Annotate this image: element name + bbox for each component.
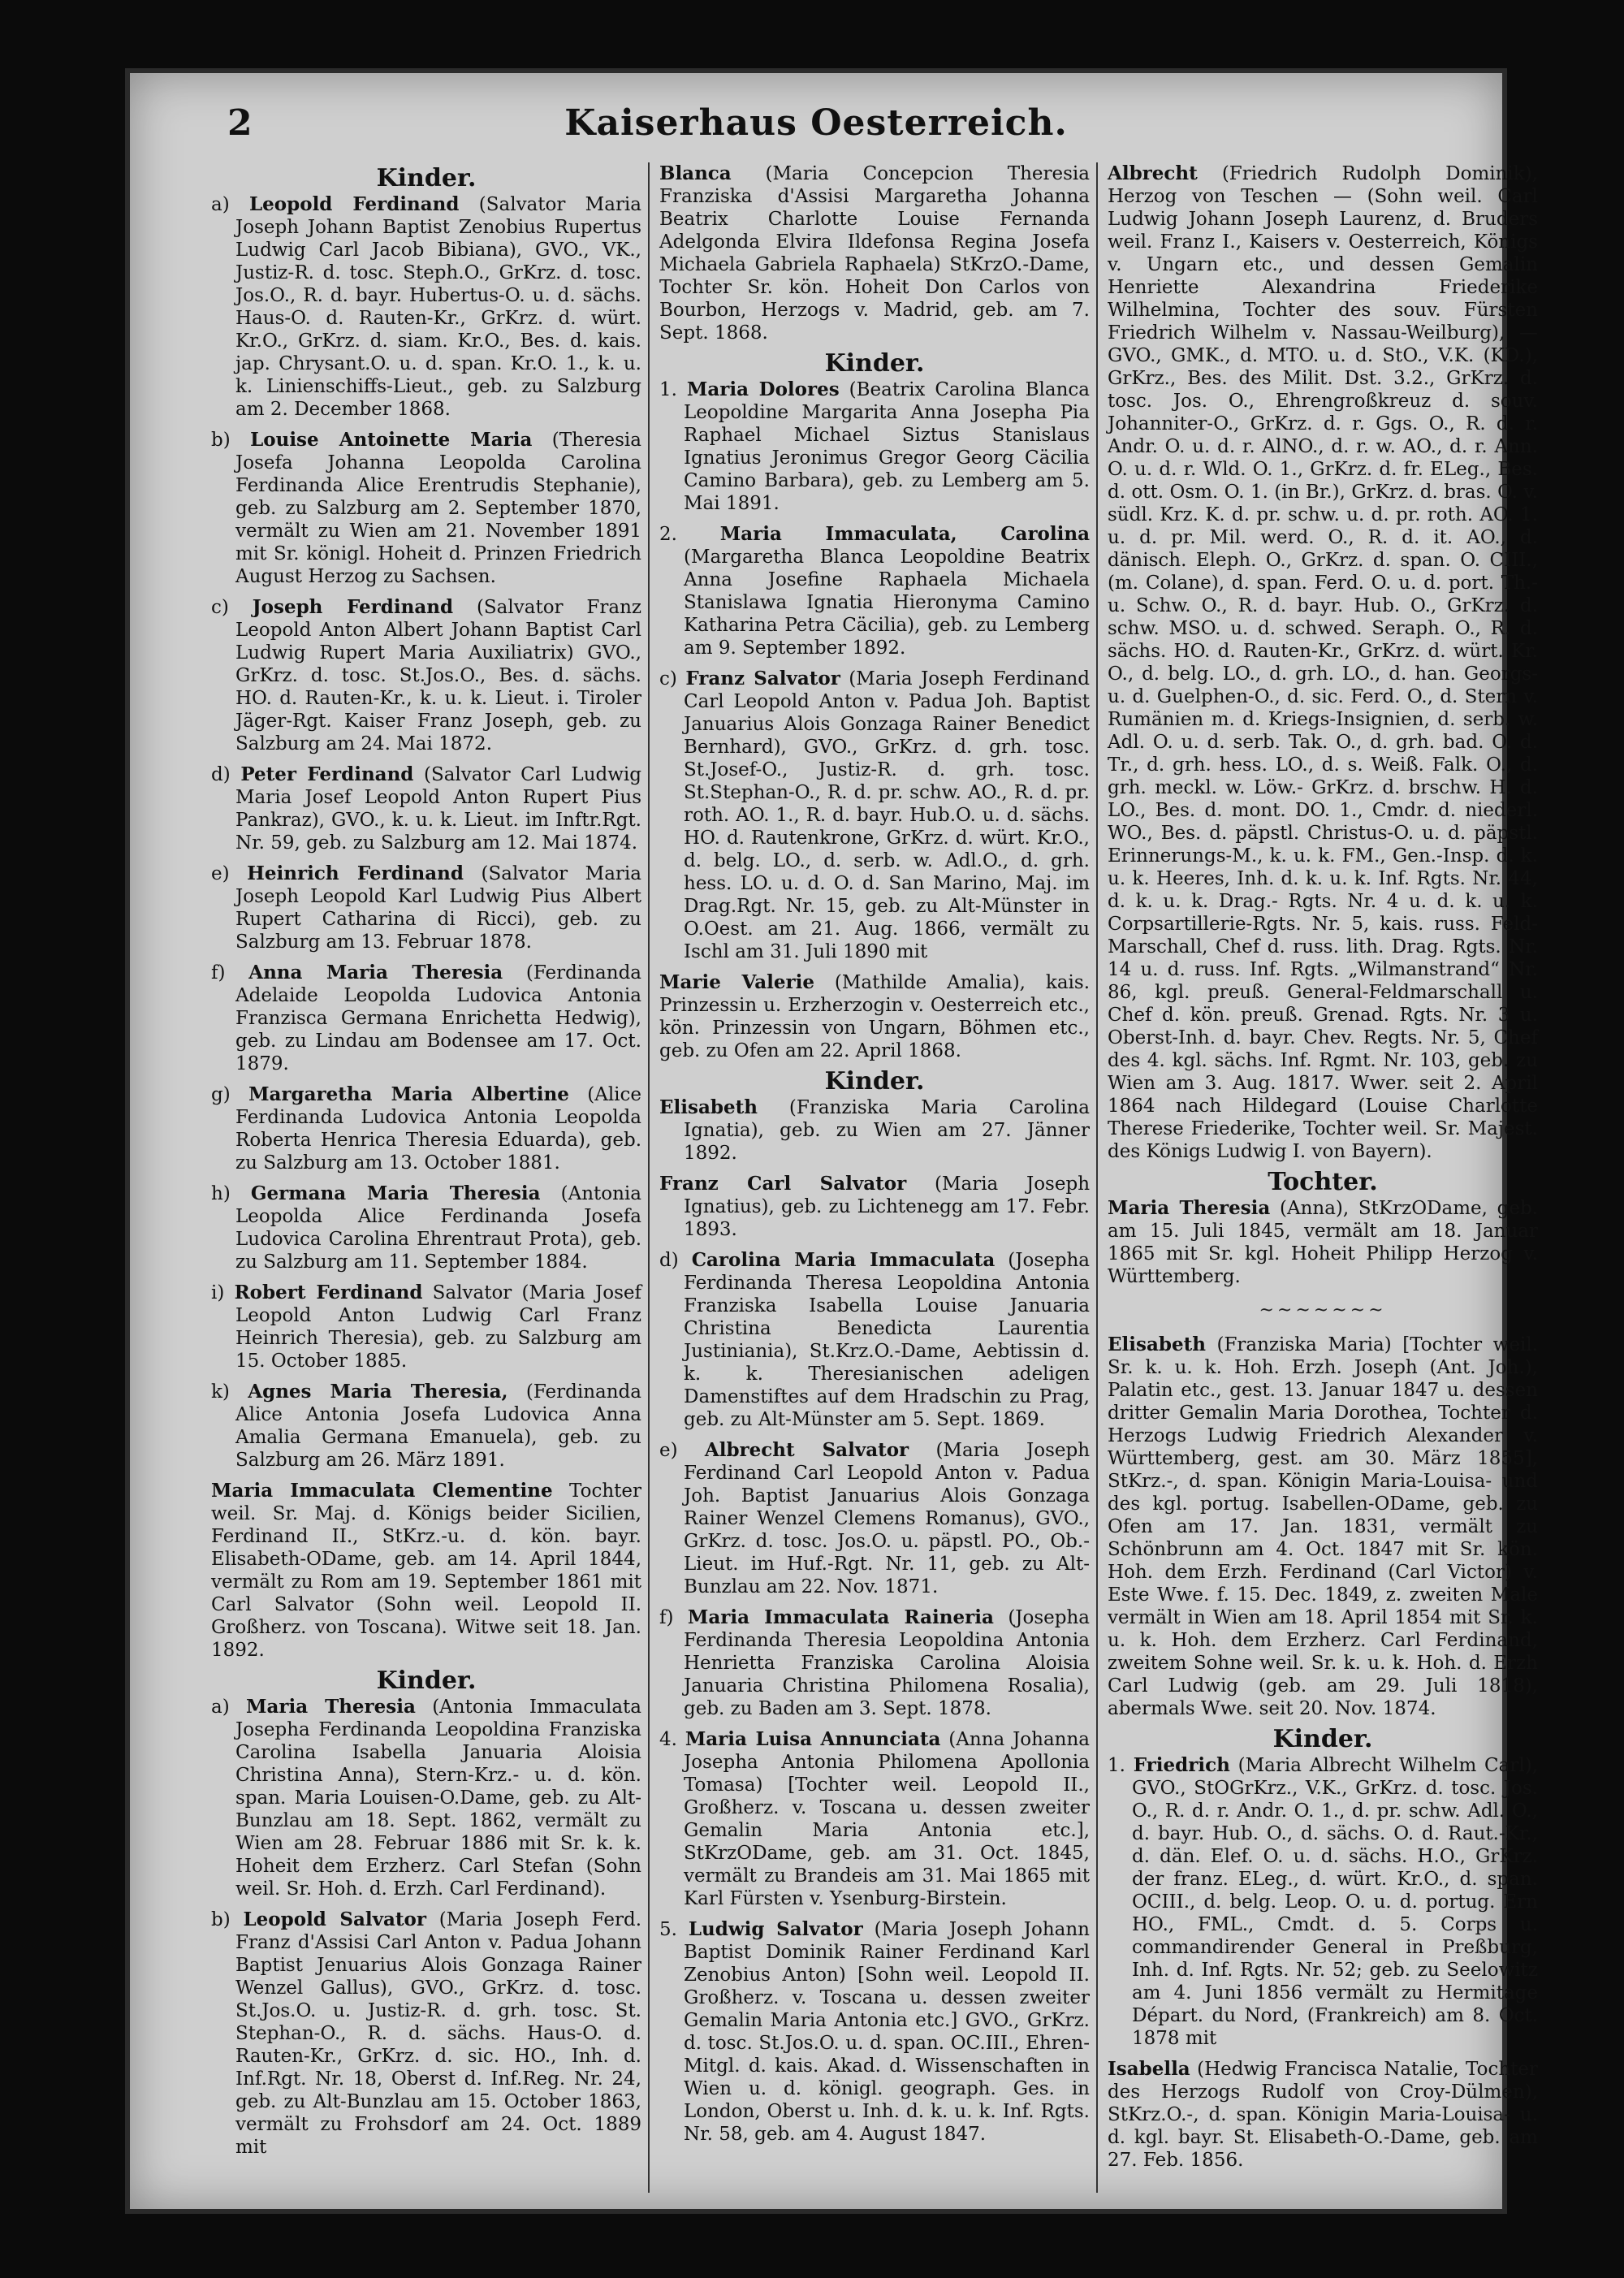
column-right: [1108, 162, 1538, 2180]
column-divider: [648, 162, 650, 2193]
list-item: [211, 763, 641, 854]
entry-text: Tochter weil. Sr. Maj. d. Königs beider Sicilien, Ferdinand II., StKrz.-u. d. kön. bayr. Elisabeth-ODame, geb. am 14. April 1844, vermält zu Rom am 19. September 1861 mit Carl Salvator (Sohn weil. Leopold II. Großherz. von Toscana). Witwe seit 18. Jan. 1892.: [211, 1480, 641, 1661]
entry-name: Agnes Maria Theresia,: [248, 1381, 508, 1403]
entry-text: (Josepha Ferdinanda Theresa Leopoldina Antonia Franziska Isabella Louise Januaria Christina Benedicta Laurentia Justiniania), St.Krz.O.-Dame, Aebtissin d. k. k. Theresianischen adeligen Damenstiftes auf dem Hradschin zu Prag, geb. zu Alt-Münster am 5. Sept. 1869.: [684, 1250, 1090, 1430]
section-heading: Kinder.: [376, 1666, 477, 1695]
grandchildren-list: [659, 1096, 1090, 1241]
list-item: [659, 523, 1090, 659]
list-item: [211, 1083, 641, 1174]
entry-name: Robert Ferdinand: [234, 1282, 423, 1303]
entry-elisabeth: [1108, 1334, 1538, 1720]
entry-name: Franz Carl Salvator: [659, 1173, 907, 1195]
entry-name: Maria Immaculata Raineria: [687, 1606, 994, 1628]
entry-name: Albrecht Salvator: [704, 1439, 909, 1461]
entry-text: (Antonia Leopolda Alice Ferdinanda Josefa Ludovica Carolina Ehrentraut Prota), geb. zu Salzburg am 11. September 1884.: [235, 1183, 641, 1273]
list-item: [211, 1908, 641, 2159]
entry-marker: f): [659, 1607, 674, 1628]
entry-text: (Hedwig Francisca Natalie, Tochter des Herzogs Rudolf von Croy-Dülmen), StKrz.O.-, d. span. Königin Maria-Louisa- u. d. kgl. bayr. St. Elisabeth-O.-Dame, geb. am 27. Feb. 1856.: [1108, 2059, 1538, 2171]
entry-name: Albrecht: [1108, 162, 1198, 184]
entry-name: Maria Immaculata, Carolina: [719, 523, 1090, 545]
entry-text: (Beatrix Carolina Blanca Leopoldine Margarita Anna Josepha Pia Raphael Michael Siztus Stanislaus Ignatius Jeronimus Gregor Georg Cäcilia Camino Barbara), geb. zu Lemberg am 5. Mai 1891.: [684, 379, 1091, 514]
entry-marker: d): [211, 764, 231, 785]
entry-name: Elisabeth: [1108, 1334, 1206, 1355]
entry-name: Ludwig Salvator: [688, 1918, 863, 1940]
entry-isabella: [1108, 2058, 1538, 2172]
list-item: [659, 1173, 1090, 1241]
children-list: [211, 193, 641, 1472]
list-item: [211, 862, 641, 953]
entry-name: Friedrich: [1133, 1754, 1230, 1776]
entry-text: (Alice Ferdinanda Ludovica Antonia Leopolda Roberta Henrica Theresia Eduarda), geb. zu Salzburg am 13. October 1881.: [235, 1084, 642, 1174]
entry-albrecht: [1108, 162, 1538, 1163]
entry-marker: e): [659, 1440, 678, 1461]
children-list: [211, 1696, 641, 2159]
entry-text: (Maria Joseph Ignatius), geb. zu Lichtenegg am 17. Febr. 1893.: [684, 1174, 1091, 1240]
entry-name: Joseph Ferdinand: [252, 596, 454, 618]
entry-name: Carolina Maria Immaculata: [691, 1249, 996, 1271]
entry-marker: e): [211, 863, 230, 884]
entry-marker: c): [211, 597, 229, 618]
entry-text: (Mathilde Amalia), kais. Prinzessin u. Erzherzogin v. Oesterreich etc., kön. Prinzessin von Ungarn, Böhmen etc., geb. zu Ofen am 22. April 1868.: [659, 972, 1091, 1061]
entry-text: Salvator (Maria Josef Leopold Anton Ludwig Carl Franz Heinrich Theresia), geb. zu Salzburg am 15. October 1885.: [235, 1282, 642, 1372]
list-item: [659, 1728, 1090, 1910]
children-list: [1108, 1754, 1538, 2050]
list-item: [659, 1249, 1090, 1431]
entry-marker: h): [211, 1183, 231, 1204]
entry-blanca: [659, 162, 1090, 344]
entry-text: (Ferdinanda Alice Antonia Josefa Ludovica Anna Amalia Germana Emanuela), geb. zu Salzburg am 26. März 1891.: [235, 1381, 641, 1471]
entry-name: Germana Maria Theresia: [250, 1182, 541, 1204]
entry-name: Franz Salvator: [685, 668, 840, 689]
entry-name: Anna Maria Theresia: [248, 962, 503, 983]
list-item: [211, 962, 641, 1075]
entry-marker: f): [211, 962, 226, 983]
entry-text: (Margaretha Blanca Leopoldine Beatrix Anna Josefine Raphaela Michaela Stanislawa Ignatia Hieronyma Camino Katharina Petra Cäcilia), geb. zu Lemberg am 9. September 1892.: [684, 547, 1090, 659]
entry-marker: a): [211, 194, 230, 215]
entry-text: (Maria Joseph Ferd. Franz d'Assisi Carl Anton v. Padua Johann Baptist Jenuarius Alois Gonzaga Rainer Wenzel Gallus), GVO., GrKrz. d. tosc. St.Jos.O. u. Justiz-R. d. grh. tosc. St. Stephan-O., R. d. sächs. Haus-O. d. Rauten-Kr., GrKrz. d. sic. HO., Inh. d. Inf.Rgt. Nr. 18, Oberst d. Inf.Reg. Nr. 24, geb. zu Alt-Bunzlau am 15. October 1863, vermält zu Frohsdorf am 24. Oct. 1889 mit: [235, 1909, 642, 2158]
children-list: [659, 1249, 1090, 2146]
entry-name: Maria Dolores: [686, 378, 840, 400]
entry-text: (Salvator Carl Ludwig Maria Josef Leopold Anton Rupert Pius Pankraz), GVO., k. u. k. Lieut. im Inftr.Rgt. Nr. 59, geb. zu Salzburg am 12. Mai 1874.: [235, 764, 642, 854]
entry-name: Louise Antoinette Maria: [250, 429, 533, 451]
entry-text: (Maria Concepcion Theresia Franziska d'Assisi Margaretha Johanna Beatrix Charlotte Louise Fernanda Adelgonda Elvira Ildefonsa Regina Josefa Michaela Gabriela Raphaela) StKrzO.-Dame, Tochter Sr. kön. Hoheit Don Carlos von Bourbon, Herzogs v. Madrid, geb. am 7. Sept. 1868.: [659, 163, 1090, 344]
column-divider: [1096, 162, 1098, 2193]
entry-name: Maria Immaculata Clementine: [211, 1480, 553, 1502]
page-number: 2: [227, 102, 253, 144]
entry-maria-immaculata: [211, 1480, 641, 1662]
children-list: [659, 378, 1090, 659]
section-heading: Kinder.: [824, 1067, 925, 1096]
entry-text: (Theresia Josefa Johanna Leopolda Carolina Ferdinanda Alice Erentrudis Stephanie), geb. zu Salzburg am 2. September 1870, vermält zu Wien am 21. November 1891 mit Sr. königl. Hoheit d. Prinzen Friedrich August Herzog zu Sachsen.: [235, 430, 641, 587]
list-item: [211, 429, 641, 588]
section-heading: Kinder.: [824, 349, 925, 378]
list-item: [211, 193, 641, 421]
entry-text: (Franziska Maria) [Tochter weil. Sr. k. u. k. Hoh. Erzh. Joseph (Ant. Joh.), Palatin etc., gest. 13. Januar 1847 u. dessen dritter Gemalin Maria Dorothea, Tochter d. Herzogs Ludwig Friedrich Alexander v. Württemberg, gest. am 30. März 1855], StKrz.-, d. span. Königin Maria-Louisa- und des kgl. portug. Isabellen-ODame, geb. zu Ofen am 17. Jan. 1831, vermält zu Schönbrunn am 4. Oct. 1847 mit Sr. kön. Hoh. dem Erzh. Ferdinand (Carl Victor) v. Este Wwe. f. 15. Dec. 1849, z. zweiten Male vermält in Wien am 18. April 1854 mit Sr. k. u. k. Hoh. dem Erzherz. Carl Ferdinand, zweitem Sohne weil. Sr. k. u. k. Hoh. d. Erzh Carl Ludwig (geb. am 29. Juli 1818), abermals Wwe. seit 20. Nov. 1874.: [1108, 1334, 1538, 1719]
document-page: [130, 73, 1539, 2209]
list-item: [211, 1696, 641, 1900]
entry-marker: d): [659, 1250, 679, 1271]
entry-name: Margaretha Maria Albertine: [248, 1083, 569, 1105]
entry-text: (Josepha Ferdinanda Theresia Leopoldina Antonia Henrietta Franziska Carolina Aloisia Januaria Christina Philomena Rosalia), geb. zu Baden am 3. Sept. 1878.: [684, 1607, 1091, 1719]
entry-name: Heinrich Ferdinand: [247, 862, 464, 884]
entry-name: Maria Theresia: [245, 1696, 416, 1718]
section-heading: Kinder.: [376, 164, 477, 192]
entry-maria-theresia: [1108, 1197, 1538, 1288]
entry-text: (Friedrich Rudolph Dominik), Herzog von Teschen — (Sohn weil. Carl Ludwig Johann Joseph Laurenz, d. Bruders weil. Franz I., Kaisers v. Oesterreich, Königs v. Ungarn etc., und dessen Gemalin Henriette Alexandrina Friederike Wilhelmina, Tochter des souv. Fürsten Friedrich Wilhelm v. Nassau-Weilburg), — GVO., GMK., d. MTO. u. d. StO., V.K. (KD.), GrKrz., Bes. des Milit. Dst. 3.2., GrKrz. d. tosc. Jos. O., Ehrengroßkreuz d. souv. Johanniter-O., GrKrz. d. r. Ggs. O., R. d. r. Andr. O. u. d. r. AlNO., d. r. w. AO., d. r. Ann. O. u. d. r. Wld. O. 1., GrKrz. d. fr. ELeg., Bes. d. ott. Osm. O. 1. (in Br.), GrKrz. d. bras. O. v. südl. Krz. K. d. pr. schw. u. d. pr. roth. AO. 1. u. d. pr. Mil. werd. O., R. d. it. AO., d. dänisch. Eleph. O., GrKrz. d. span. O. CIII., (m. Colane), d. span. Ferd. O. u. d. port. Th.- u. Schw. O., R. d. bayr. Hub. O., GrKrz. d. schw. MSO. u. d. schwed. Seraph. O., R. d. sächs. HO. d. Rauten-Kr., GrKrz. d. würt. Kr. O., d. belg. LO., d. grh. LO., d. han. Georgs- u. d. Guelphen-O., d. sic. Ferd. O., d. Stern v. Rumänien m. d. Kriegs-Insignien, d. serb. w. Adl. O. u. d. serb. Tak. O., d. grh. bad. O. d. Tr., d. grh. hess. LO., d. s. Weiß. Falk. O., d. grh. meckl. w. Löw.- GrKrz. d. brschw. H. d. LO., Bes. d. mont. DO. 1., Cmdr. d. niederl. WO., Bes. d. päpstl. Christus-O. u. d. päpstl. Erinnerungs-M., k. u. k. FM., Gen.-Insp. d. k. u. k. Heeres, Inh. d. k. u. k. Inf. Rgts. Nr. 44, d. k. u. k. Drag.- Rgts. Nr. 4 u. d. k. u. k. Corpsartillerie-Rgts. Nr. 5, kais. russ. Feld- Marschall, Chef d. russ. lith. Drag. Rgts. Nr. 14 u. d. russ. Inf. Rgts. „Wilmanstrand“ Nr. 86, kgl. preuß. General-Feldmarschall u. Chef d. kön. preuß. Grenad. Rgts. Nr. 3 u. Oberst-Inh. d. bayr. Chev. Regts. Nr. 5, Chef des 4. kgl. sächs. Inf. Rgmt. Nr. 103, geb. zu Wien am 3. Aug. 1817. Wwer. seit 2. April 1864 nach Hildegard (Louise Charlotte Therese Friederike, Tochter weil. Sr. Majest. des Königs Ludwig I. von Bayern).: [1108, 163, 1538, 1162]
running-head: Kaiserhaus Oesterreich.: [564, 102, 1068, 144]
list-item: [1108, 1754, 1538, 2050]
entry-marker: k): [211, 1381, 230, 1403]
section-heading: Kinder.: [1272, 1725, 1373, 1753]
entry-marker: 5.: [659, 1919, 677, 1940]
list-item: [659, 668, 1090, 963]
entry-name: Leopold Salvator: [243, 1908, 426, 1930]
entry-text: (Ferdinanda Adelaide Leopolda Ludovica Antonia Franzisca Germana Enrichetta Hedwig), geb. zu Lindau am Bodensee am 17. Oct. 1879.: [235, 962, 642, 1074]
entry-name: Marie Valerie: [659, 971, 814, 993]
entry-text: (Maria Joseph Ferdinand Carl Leopold Anton v. Padua Joh. Baptist Januarius Alois Gonzaga Rainer Wenzel Clemens Romanus), GVO., GrKrz. d. tosc. Jos.O. u. päpstl. PO., Ob.-Lieut. im Huf.-Rgt. Nr. 11, geb. zu Alt-Bunzlau am 22. Nov. 1871.: [684, 1440, 1091, 1597]
list-item: [211, 1381, 641, 1472]
entry-text: (Maria Albrecht Wilhelm Carl), GVO., StOGrKrz., V.K., GrKrz. d. tosc. Jos. O., R. d. r. Andr. O. 1., d. pr. schw. Adl. O., d. bayr. Hub. O., d. sächs. O. d. Raut.-Kr., d. dän. Elef. O. u. d. sächs. H.O., GrKrz. der franz. ELeg., d. würt. Kr.O., d. span. OCIII., d. belg. Leop. O. u. d. portug. Ern HO., FML., Cmdt. d. 5. Corps u. commandirender General in Preßburg, Inh. d. Inf. Rgts. Nr. 52; geb. zu Seelowitz am 4. Juni 1856 vermält zu Hermitage Départ. du Nord, (Frankreich) am 8. Oct. 1878 mit: [1132, 1755, 1539, 2049]
entry-text: (Salvator Maria Joseph Johann Baptist Zenobius Rupertus Ludwig Carl Jacob Bibiana), GVO., VK., Justiz-R. d. tosc. Steph.O., GrKrz. d. tosc. Jos.O., R. d. bayr. Hubertus-O. u. d. sächs. Haus-O. d. Rauten-Kr., GrKrz. d. würt. Kr.O., GrKrz. d. siam. Kr.O., Bes. d. kais. jap. Chrysant.O. u. d. span. Kr.O. 1., k. u. k. Linienschiffs-Lieut., geb. zu Salzburg am 2. December 1868.: [235, 194, 642, 420]
entry-marker: 1.: [659, 379, 677, 400]
entry-name: Peter Ferdinand: [240, 763, 414, 785]
entry-marie-valerie: [659, 971, 1090, 1062]
entry-text: (Antonia Immaculata Josepha Ferdinanda Leopoldina Franziska Carolina Isabella Januaria Aloisia Christina Anna), Stern-Krz.- u. d. kön. span. Maria Louisen-O.Dame, geb. zu Alt-Bunzlau am 18. Sept. 1862, vermält zu Wien am 28. Februar 1886 mit Sr. k. k. Hoheit dem Erzherz. Carl Stefan (Sohn weil. Sr. Hoh. d. Erzh. Carl Ferdinand).: [235, 1697, 641, 1900]
entry-name: Elisabeth: [659, 1096, 758, 1118]
entry-marker: b): [211, 430, 231, 451]
entry-text: (Maria Joseph Johann Baptist Dominik Rainer Ferdinand Karl Zenobius Anton) [Sohn weil. Leopold II. Großherz. v. Toscana u. dessen zweiter Gemalin Maria Antonia etc.] GVO., GrKrz. d. tosc. St.Jos.O. u. d. span. OC.III., Ehren-Mitgl. d. kais. Akad. d. Wissenschaften in Wien u. d. königl. geograph. Ges. in London, Oberst u. Inh. d. k. u. k. Inf. Rgts. Nr. 58, geb. am 4. August 1847.: [684, 1919, 1090, 2145]
section-heading: Tochter.: [1268, 1168, 1378, 1196]
entry-text: (Anna Johanna Josepha Antonia Philomena Apollonia Tomasa) [Tochter weil. Leopold II., Großherz. v. Toscana u. dessen zweiter Gemalin Maria Antonia etc.], StKrzODame, geb. am 31. Oct. 1845, vermält zu Brandeis am 31. Mai 1865 mit Karl Fürsten v. Ysenburg-Birstein.: [684, 1729, 1091, 1909]
entry-marker: 4.: [659, 1729, 677, 1750]
entry-marker: b): [211, 1909, 231, 1930]
entry-name: Blanca: [659, 162, 732, 184]
list-item: [659, 1096, 1090, 1165]
entry-text: (Anna), StKrzODame, geb. am 15. Juli 1845, vermält am 18. Januar 1865 mit Sr. kgl. Hoheit Philipp Herzog v. Württemberg.: [1108, 1198, 1538, 1287]
entry-marker: a): [211, 1697, 230, 1718]
entry-text: (Salvator Maria Joseph Leopold Karl Ludwig Pius Albert Rupert Catharina di Ricci), geb. zu Salzburg am 13. Februar 1878.: [235, 863, 641, 953]
entry-text: (Salvator Franz Leopold Anton Albert Johann Baptist Carl Ludwig Rupert Maria Auxiliatrix) GVO., GrKrz. d. tosc. St.Jos.O., Bes. d. sächs. HO. d. Rauten-Kr., k. u. k. Lieut. i. Tiroler Jäger-Rgt. Kaiser Franz Joseph, geb. zu Salzburg am 24. Mai 1872.: [235, 597, 642, 754]
column-left: [211, 162, 641, 2167]
entry-text: (Maria Joseph Ferdinand Carl Leopold Anton v. Padua Joh. Baptist Januarius Alois Gonzaga Rainer Benedict Bernhard), GVO., GrKrz. d. grh. tosc. St.Josef-O., Justiz-R. d. grh. tosc. St.Stephan-O., R. d. pr. schw. AO., R. d. pr. roth. AO. 1., R. d. bayr. Hub.O. u. d. sächs. HO. d. Rautenkrone, GrKrz. d. würt. Kr.O., d. belg. LO., d. serb. w. Adl.O., d. grh. hess. LO. u. d. O. d. San Marino, Maj. im Drag.Rgt. Nr. 15, geb. zu Alt-Münster in O.Oest. am 21. Aug. 1866, vermält zu Ischl am 31. Juli 1890 mit: [684, 668, 1090, 962]
list-item: [659, 378, 1090, 515]
entry-marker: 1.: [1108, 1755, 1125, 1776]
column-middle: [659, 162, 1090, 2154]
entry-name: Maria Theresia: [1108, 1197, 1271, 1219]
entry-text: (Franziska Maria Carolina Ignatia), geb. zu Wien am 27. Jänner 1892.: [684, 1097, 1091, 1164]
list-item: [211, 1182, 641, 1273]
list-item: [211, 1282, 641, 1372]
entry-name: Isabella: [1108, 2058, 1190, 2080]
ornamental-divider: ~~~~~~~: [1259, 1300, 1387, 1321]
entry-marker: g): [211, 1084, 231, 1105]
list-item: [659, 1439, 1090, 1598]
entry-marker: 2.: [659, 524, 677, 545]
list-item: [659, 1606, 1090, 1720]
entry-marker: i): [211, 1282, 225, 1303]
entry-name: Maria Luisa Annunciata: [685, 1728, 941, 1750]
list-item: [659, 1918, 1090, 2146]
list-item: [211, 596, 641, 755]
entry-name: Leopold Ferdinand: [249, 193, 460, 215]
children-list: [659, 668, 1090, 963]
entry-marker: c): [659, 668, 677, 689]
